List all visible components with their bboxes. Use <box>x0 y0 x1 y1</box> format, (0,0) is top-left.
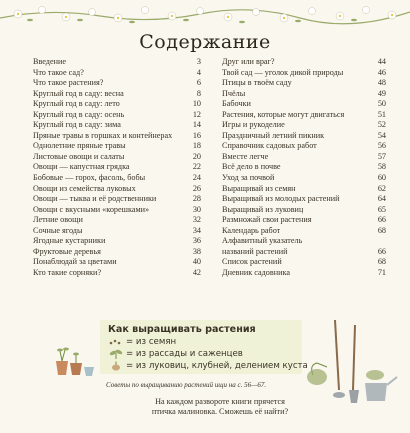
toc-entry-page: 71 <box>377 267 386 277</box>
toc-entry-title: Выращивай из семян <box>222 183 296 193</box>
toc-entry <box>222 89 386 100</box>
toc-entry-page: 52 <box>377 120 386 130</box>
toc-entry-page: 50 <box>377 99 386 109</box>
toc-entry-title: Всё дело в почве <box>222 162 281 172</box>
toc-entry <box>222 268 386 279</box>
toc-entry <box>33 236 201 247</box>
toc-entry-title: Листовые овощи и салаты <box>33 151 125 161</box>
legend-note: Советы по выращиванию растений ищи на с. 56—67. <box>106 381 267 389</box>
toc-entry <box>33 120 201 131</box>
toc-entry-page: 66 <box>377 246 386 256</box>
toc-entry <box>222 247 386 258</box>
toc-entry-title: Овощи с вкусными «корешками» <box>33 204 150 214</box>
toc-entry <box>33 131 201 142</box>
toc-entry <box>33 247 201 258</box>
toc-left-column <box>33 57 201 278</box>
toc-entry-page: 20 <box>192 151 201 161</box>
toc-entry-page: 57 <box>377 151 386 161</box>
toc-entry <box>222 194 386 205</box>
toc-entry-title: Круглый год в саду: осень <box>33 109 125 119</box>
flower-garland-decoration <box>0 0 410 30</box>
toc-entry-title: Фруктовые деревья <box>33 246 101 256</box>
toc-entry-title: Летние овощи <box>33 215 83 225</box>
toc-entry-title: Овощи из семейства луковых <box>33 183 136 193</box>
toc-entry <box>33 99 201 110</box>
toc-entry-title: Размножай свои растения <box>222 215 312 225</box>
toc-entry-title: Игры и рукоделие <box>222 120 285 130</box>
flowerpots-illustration <box>50 333 105 378</box>
toc-entry-page: 42 <box>192 267 201 277</box>
toc-entry-page: 51 <box>377 109 386 119</box>
toc-entry-page: 65 <box>377 204 386 214</box>
toc-entry <box>33 194 201 205</box>
toc-entry-page: 38 <box>192 246 201 256</box>
toc-entry-page: 58 <box>377 162 386 172</box>
toc-entry <box>222 162 386 173</box>
toc-entry-title: Сочные ягоды <box>33 225 83 235</box>
seedling-icon <box>108 349 124 359</box>
toc-entry <box>33 68 201 79</box>
garden-tools-illustration <box>305 315 400 405</box>
toc-entry <box>222 78 386 89</box>
toc-entry-page: 26 <box>192 183 201 193</box>
toc-entry-title: Друг или враг? <box>222 57 275 66</box>
toc-entry-title: Вместе легче <box>222 151 269 161</box>
toc-entry <box>222 236 386 247</box>
toc-entry-title: Дневник садовника <box>222 267 290 277</box>
toc-entry-page: 34 <box>192 225 201 235</box>
toc-entry-title: Введение <box>33 57 67 66</box>
toc-entry <box>222 131 386 142</box>
toc-entry-title: Ягодные кустарники <box>33 236 106 246</box>
toc-entry-page: 18 <box>192 141 201 151</box>
toc-entry-title: Кто такие сорняки? <box>33 267 102 277</box>
toc-entry-title: Что такое сад? <box>33 67 84 77</box>
toc-entry-title: Однолетние пряные травы <box>33 141 126 151</box>
page-title: Содержание <box>139 31 271 53</box>
toc-entry <box>33 215 201 226</box>
legend-item-bulb <box>108 361 308 371</box>
toc-entry-title: Растения, которые могут двигаться <box>222 109 345 119</box>
toc-entry-title: Птицы в твоём саду <box>222 78 292 88</box>
footer-line-1: На каждом развороте книги прячется <box>155 397 285 406</box>
toc-entry <box>33 173 201 184</box>
toc-entry <box>33 184 201 195</box>
toc-entry-title: Уход за почвой <box>222 173 275 183</box>
toc-entry <box>222 141 386 152</box>
bulb-icon <box>108 361 124 371</box>
legend-title: Как выращивать растения <box>108 324 256 335</box>
toc-entry-page: 12 <box>192 109 201 119</box>
footer-text <box>130 397 310 417</box>
toc-entry-page: 30 <box>192 204 201 214</box>
footer-line-2: птичка малиновка. Сможешь её найти? <box>151 407 289 416</box>
toc-entry-page: 16 <box>192 130 201 140</box>
toc-entry-title: Овощи — тыква и её родственники <box>33 194 157 204</box>
toc-entry <box>33 226 201 237</box>
toc-entry-page: 68 <box>377 225 386 235</box>
toc-entry <box>33 205 201 216</box>
toc-entry-page: 48 <box>377 78 386 88</box>
toc-entry-title: Овощи — капустная грядка <box>33 162 130 172</box>
legend-text-bulb: = из луковиц, клубней, делением куста <box>126 361 308 371</box>
toc-entry-title: Пряные травы в горшках и контейнерах <box>33 130 173 140</box>
toc-entry <box>33 78 201 89</box>
toc-entry-title: Что такое растения? <box>33 78 104 88</box>
toc-entry <box>33 89 201 100</box>
toc-entry <box>222 173 386 184</box>
toc-entry-page: 14 <box>192 120 201 130</box>
toc-entry <box>33 152 201 163</box>
toc-entry-page: 54 <box>377 130 386 140</box>
toc-entry-page: 49 <box>377 88 386 98</box>
legend-text-seedling: = из рассады и саженцев <box>126 349 243 359</box>
toc-entry-page: 22 <box>192 162 201 172</box>
toc-entry-page: 64 <box>377 194 386 204</box>
toc-entry <box>222 99 386 110</box>
toc-entry-title: Круглый год в саду: лето <box>33 99 120 109</box>
toc-entry-page: 32 <box>192 215 201 225</box>
toc-entry-title: Праздничный летний пикник <box>222 130 325 140</box>
toc-entry <box>222 205 386 216</box>
toc-entry-title: Выращивай из молодых растений <box>222 194 340 204</box>
toc-entry-page: 6 <box>196 78 201 88</box>
toc-entry <box>222 184 386 195</box>
toc-entry-title: Алфавитный указатель <box>222 236 303 246</box>
toc-entry-page: 56 <box>377 141 386 151</box>
toc-entry-page: 4 <box>196 67 201 77</box>
toc-entry-title: названий растений <box>222 246 288 256</box>
toc-entry <box>33 268 201 279</box>
toc-entry-page: 8 <box>196 88 201 98</box>
toc-entry-title: Бобовые — горох, фасоль, бобы <box>33 173 146 183</box>
toc-entry-page: 10 <box>192 99 201 109</box>
toc-entry-page: 44 <box>377 57 386 66</box>
toc-entry-page: 28 <box>192 194 201 204</box>
legend-text-seeds: = из семян <box>126 337 177 347</box>
toc-entry-title: Понаблюдай за цветами <box>33 257 117 267</box>
toc-entry-title: Круглый год в саду: весна <box>33 88 124 98</box>
toc-entry-page: 36 <box>192 236 201 246</box>
toc-entry-title: Список растений <box>222 257 282 267</box>
toc-entry <box>222 215 386 226</box>
toc-entry <box>222 120 386 131</box>
legend-item-seedling <box>108 349 243 359</box>
toc-entry <box>222 57 386 68</box>
toc-entry <box>33 57 201 68</box>
toc-entry <box>33 257 201 268</box>
toc-entry-title: Пчёлы <box>222 88 246 98</box>
toc-entry-page: 60 <box>377 173 386 183</box>
toc-entry-page: 24 <box>192 173 201 183</box>
seeds-icon <box>108 337 124 347</box>
toc-entry-page: 46 <box>377 67 386 77</box>
toc-entry-title: Круглый год в саду: зима <box>33 120 121 130</box>
toc-entry <box>33 162 201 173</box>
toc-entry-page <box>382 236 386 247</box>
toc-entry <box>222 110 386 121</box>
toc-entry <box>222 68 386 79</box>
toc-entry-title: Календарь работ <box>222 225 281 235</box>
toc-right-column <box>222 57 386 278</box>
toc-entry-page: 40 <box>192 257 201 267</box>
toc-entry-title: Справочник садовых работ <box>222 141 317 151</box>
toc-entry <box>222 257 386 268</box>
toc-entry <box>222 152 386 163</box>
toc-entry-title: Бабочки <box>222 99 251 109</box>
toc-entry-title: Твой сад — уголок дикой природы <box>222 67 344 77</box>
toc-entry-page: 62 <box>377 183 386 193</box>
toc-entry-page: 3 <box>196 57 201 66</box>
toc-entry-page: 68 <box>377 257 386 267</box>
toc-entry <box>222 226 386 237</box>
toc-entry-title: Выращивай из луковиц <box>222 204 304 214</box>
toc-entry-page: 66 <box>377 215 386 225</box>
legend-item-seeds <box>108 337 176 347</box>
toc-entry <box>33 110 201 121</box>
toc-entry <box>33 141 201 152</box>
